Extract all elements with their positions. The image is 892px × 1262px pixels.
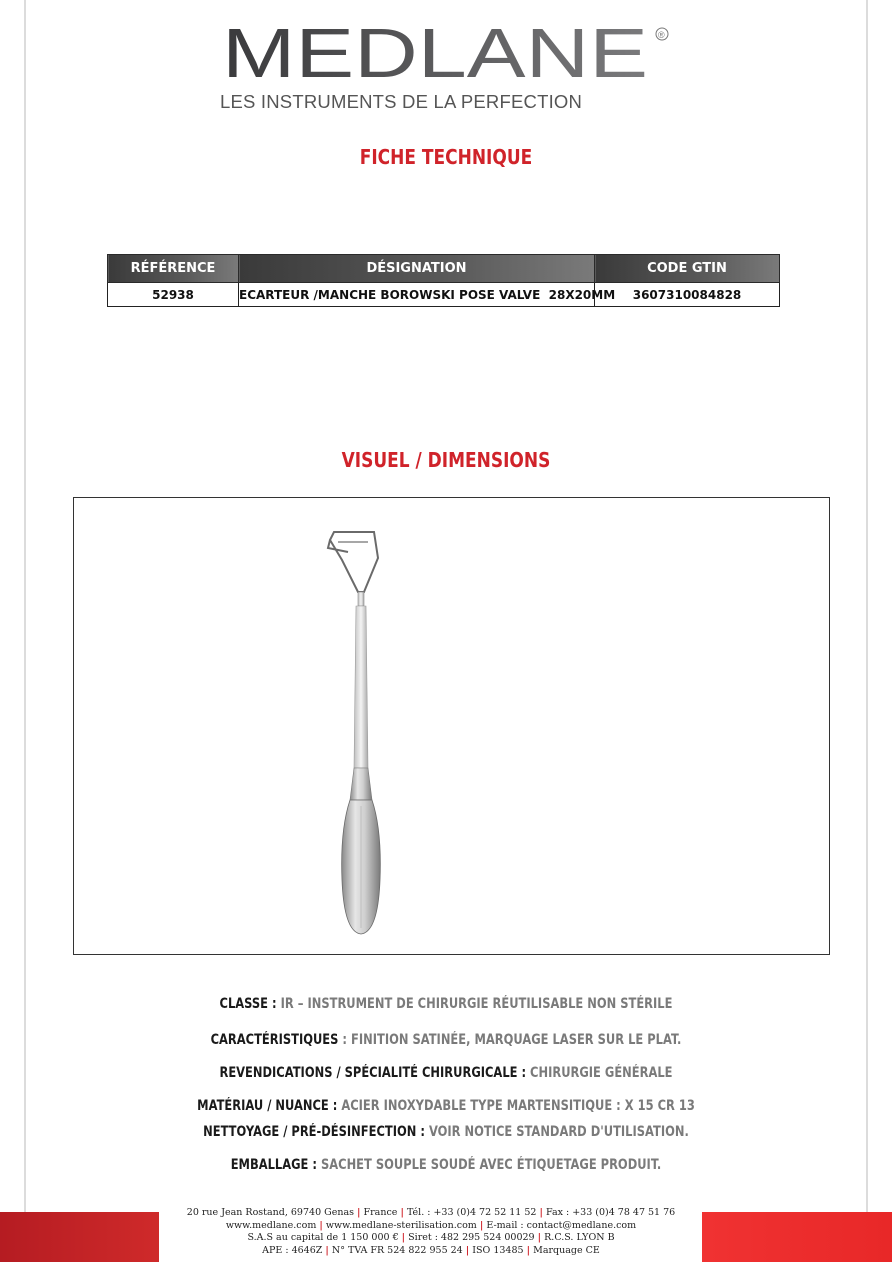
cell-reference: 52938 bbox=[108, 283, 239, 307]
footer-phone: Tél. : +33 (0)4 72 52 11 52 bbox=[406, 1207, 537, 1218]
footer-separator: | bbox=[465, 1244, 470, 1256]
spec-value: ACIER INOXYDABLE TYPE MARTENSITIQUE : X 15 CR 13 bbox=[337, 1098, 695, 1114]
spec-key: REVENDICATIONS / SPÉCIALITÉ CHIRURGICALE : bbox=[219, 1065, 527, 1081]
footer-siret: Siret : 482 295 524 00029 bbox=[408, 1232, 535, 1243]
spec-value: : FINITION SATINÉE, MARQUAGE LASER SUR LE PLAT. bbox=[338, 1032, 682, 1048]
logo-wordmark: MEDLANE bbox=[222, 22, 648, 84]
spec-value: VOIR NOTICE STANDARD D'UTILISATION. bbox=[424, 1124, 689, 1140]
spec-value: CHIRURGIE GÉNÉRALE bbox=[526, 1065, 673, 1081]
sheet-title: FICHE TECHNIQUE bbox=[359, 145, 533, 169]
left-margin-line bbox=[24, 0, 26, 1262]
footer-fax: Fax : +33 (0)4 78 47 51 76 bbox=[546, 1207, 676, 1218]
footer-ce: Marquage CE bbox=[533, 1244, 600, 1256]
spec-key: NETTOYAGE / PRÉ-DÉSINFECTION : bbox=[203, 1124, 425, 1140]
footer-separator: | bbox=[479, 1219, 484, 1231]
footer-address: 20 rue Jean Rostand, 69740 Genas bbox=[186, 1207, 355, 1218]
footer-website-link[interactable]: www.medlane.com bbox=[225, 1219, 317, 1231]
visual-title: VISUEL / DIMENSIONS bbox=[341, 448, 551, 472]
footer-separator: | bbox=[357, 1207, 361, 1218]
header-gtin: CODE GTIN bbox=[595, 255, 780, 283]
cell-designation: ECARTEUR /MANCHE BOROWSKI POSE VALVE 28X20MM bbox=[239, 283, 595, 307]
footer-line-address bbox=[160, 1207, 702, 1220]
footer-separator: | bbox=[539, 1207, 543, 1218]
footer-line-web bbox=[160, 1220, 702, 1233]
footer-separator: | bbox=[401, 1232, 406, 1243]
footer-country: France bbox=[363, 1207, 398, 1218]
footer-iso: ISO 13485 bbox=[472, 1244, 524, 1256]
footer-red-bar-left bbox=[0, 1212, 159, 1262]
footer-tva: N° TVA FR 524 822 955 24 bbox=[331, 1244, 463, 1256]
spec-materiau bbox=[80, 1098, 811, 1114]
table-header-row bbox=[108, 255, 780, 283]
spec-revendications bbox=[80, 1065, 811, 1081]
brand-tagline: LES INSTRUMENTS DE LA PERFECTION bbox=[220, 91, 583, 112]
footer-ape: APE : 4646Z bbox=[262, 1244, 323, 1256]
footer-separator: | bbox=[526, 1244, 531, 1256]
footer-sterilisation-link[interactable]: www.medlane-sterilisation.com bbox=[325, 1219, 477, 1231]
spec-nettoyage bbox=[80, 1124, 811, 1140]
spec-caracteristiques bbox=[80, 1032, 811, 1048]
spec-key: CARACTÉRISTIQUES bbox=[210, 1032, 339, 1048]
footer-separator: | bbox=[400, 1207, 404, 1218]
spec-value: SACHET SOUPLE SOUDÉ AVEC ÉTIQUETAGE PRODUIT. bbox=[316, 1157, 662, 1173]
medlane-logo bbox=[222, 22, 672, 84]
footer-red-bar-right bbox=[702, 1212, 892, 1262]
spec-key: EMBALLAGE : bbox=[230, 1157, 317, 1173]
retractor-illustration bbox=[312, 530, 422, 940]
visual-frame bbox=[73, 497, 830, 955]
footer-line-legal bbox=[160, 1245, 702, 1258]
footer-separator: | bbox=[325, 1244, 329, 1256]
registered-mark: ® bbox=[658, 30, 665, 40]
cell-gtin: 3607310084828 bbox=[595, 283, 780, 307]
footer-line-company bbox=[160, 1232, 702, 1245]
footer-separator: | bbox=[319, 1219, 323, 1231]
footer-rcs: R.C.S. LYON B bbox=[544, 1232, 615, 1243]
footer-email[interactable]: E-mail : contact@medlane.com bbox=[486, 1219, 637, 1231]
footer-separator: | bbox=[537, 1232, 542, 1243]
header-designation: DÉSIGNATION bbox=[239, 255, 595, 283]
right-margin-line bbox=[866, 0, 868, 1262]
table-row bbox=[108, 283, 780, 307]
spec-value: IR – INSTRUMENT DE CHIRURGIE RÉUTILISABLE NON STÉRILE bbox=[276, 996, 673, 1012]
reference-table bbox=[107, 254, 780, 307]
spec-emballage bbox=[80, 1157, 811, 1173]
footer-capital: S.A.S au capital de 1 150 000 € bbox=[247, 1232, 399, 1243]
footer-contact bbox=[160, 1207, 702, 1257]
header-reference: RÉFÉRENCE bbox=[108, 255, 239, 283]
spec-classe bbox=[80, 996, 811, 1012]
spec-key: MATÉRIAU / NUANCE : bbox=[197, 1098, 338, 1114]
spec-key: CLASSE : bbox=[219, 996, 277, 1012]
